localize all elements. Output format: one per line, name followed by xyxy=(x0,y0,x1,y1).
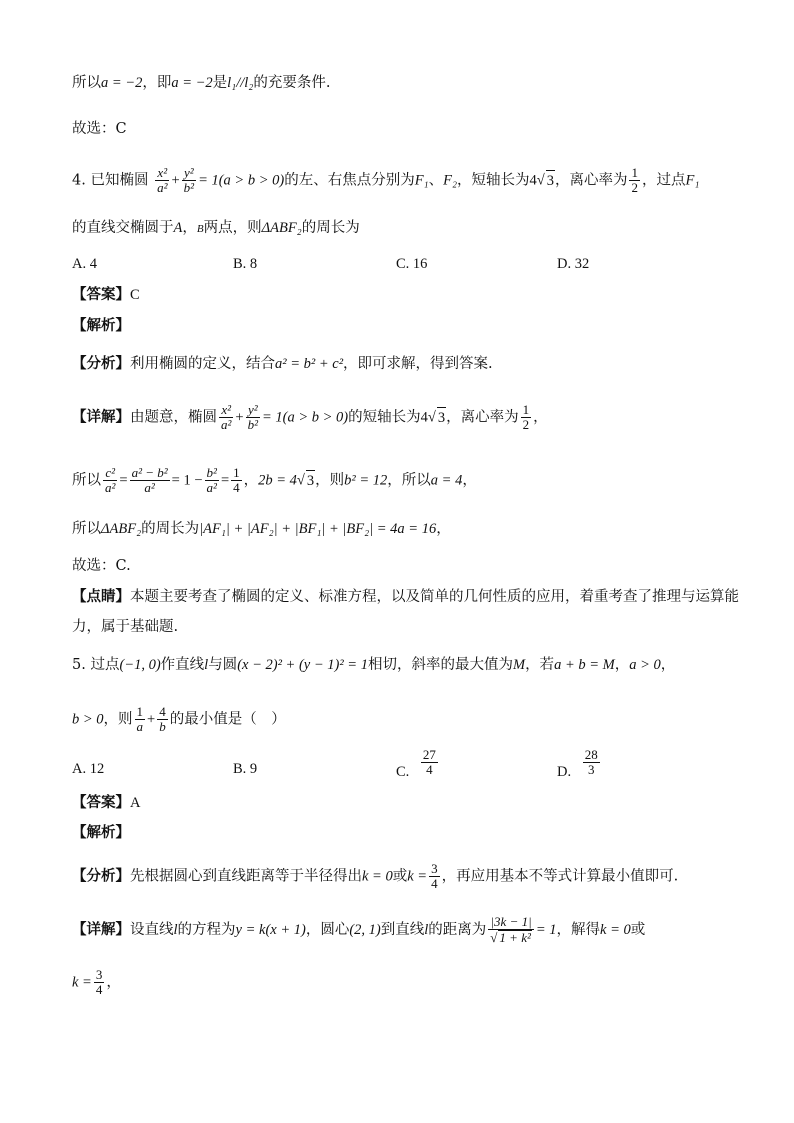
q5-analysis: 【分析】先根据圆心到直线距离等于半径得出k = 0或k = $\frac{3}{4}$ ，再应用基本不等式计算最小值即可. xyxy=(72,861,679,891)
text: 的充要条件. xyxy=(253,75,331,91)
text: 所以 xyxy=(72,75,101,91)
math: l₁//l₂ xyxy=(227,75,254,91)
q4-option-b: B. 8 xyxy=(233,256,258,272)
text: 是 xyxy=(212,75,228,91)
q4-detail-line3: 所以ΔABF₂的周长为|AF₁| + |AF₂| + |BF₁| + |BF₂| = 4a = 16， xyxy=(72,521,451,537)
q5-option-d: D. $\frac{28}{3}$ xyxy=(557,747,598,780)
q4-comment-line2: 力，属于基础题. xyxy=(72,619,179,635)
fraction: $\frac{\text{x²}}{\text{a²}}$ xyxy=(157,165,168,195)
sqrt: 3 xyxy=(546,170,555,191)
text: ，即 xyxy=(142,75,172,91)
q4-option-c: C. 16 xyxy=(396,256,428,272)
text: 的左、右焦点分别为 xyxy=(284,172,415,189)
q4-option-d: D. 32 xyxy=(557,256,590,272)
q4-stem-line1: 4. 已知椭圆 $\frac{\text{x²}}{\text{a²}}$ + $\frac{\text{y²}}{\text{b²}}$ = 1(a > b > 0)的左、右焦点分别为F₁、F₂，短轴长为4√ 3，离心率为 $\frac{1}{2}$ ，过点F₁ xyxy=(72,165,700,195)
q5-stem-line1: 5. 过点(−1, 0)作直线l与圆(x − 2)² + (y − 1)² = 1相切，斜率的最大值为M，若a + b = M，a > 0， xyxy=(72,657,676,673)
text: ，过点 xyxy=(641,172,686,189)
q4-detail-line1: 【详解】由题意，椭圆 $\frac{\text{x²}}{\text{a²}}$ + $\frac{\text{y²}}{\text{b²}}$ = 1(a > b > 0)的短轴长为4√ 3，离心率为 $\frac{1}{2}$ ， xyxy=(72,402,548,432)
q4-analysis: 【分析】利用椭圆的定义，结合a² = b² + c²，即可求解，得到答案. xyxy=(72,355,493,372)
math: F₁ xyxy=(414,172,429,189)
q4-option-a: A. 4 xyxy=(72,256,97,272)
math: a = −2 xyxy=(171,75,213,91)
q4-stem-line2: 的直线交椭圆于A，B两点，则ΔABF₂的周长为 xyxy=(72,220,360,236)
fraction: $\frac{\text{y²}}{\text{b²}}$ xyxy=(183,165,195,195)
q4-choose: 故选：C. xyxy=(72,558,131,574)
fraction: $\frac{1}{2}$ xyxy=(631,165,638,195)
q5-detail-line1: 【详解】设直线l的方程为y = k(x + 1)，圆心(2, 1)到直线l的距离为 $\frac{|3k - 1|}{\text{√ 1 + k²}}$ = 1，解得k = 0或 xyxy=(72,914,646,945)
q4-comment-line1: 【点睛】本题主要考查了椭圆的定义、标准方程，以及简单的几何性质的应用，着重考查了推理与运算能 xyxy=(72,588,739,605)
q4-answer: 【答案】C xyxy=(72,286,140,303)
q5-option-b: B. 9 xyxy=(233,761,258,777)
q5-analysis-heading: 【解析】 xyxy=(72,824,130,841)
line-choose: 故选：C xyxy=(72,121,127,137)
text: ，离心率为 xyxy=(554,172,628,189)
math: a = −2 xyxy=(101,75,143,91)
line-conclusion xyxy=(72,73,330,93)
q5-option-c: C. $\frac{27}{4}$ xyxy=(396,747,436,780)
q5-stem-line2: b > 0，则 $\frac{1}{a}$ + $\frac{4}{b}$ 的最小值是（ ） xyxy=(72,704,286,734)
text: ，短轴长为 xyxy=(457,172,530,189)
q4-detail-line2: 所以 $\frac{\text{c²}}{\text{a²}}$ = $\frac{\text{a² − b²}}{\text{a²}}$ = 1 − $\frac{\text{b²}}{\text{a²}}$ = $\frac{1}{4}$ ，2b = 4√ 3，则b² = 12，所以a = 4， xyxy=(72,465,477,495)
q5-answer: 【答案】A xyxy=(72,794,141,811)
q4-analysis-heading: 【解析】 xyxy=(72,317,130,334)
math: F₁ xyxy=(685,172,700,189)
q5-option-a: A. 12 xyxy=(72,761,105,777)
math: F₂ xyxy=(443,172,458,189)
q5-detail-line2: k = $\frac{3}{4}$ ， xyxy=(72,967,121,997)
question-number: 4. 已知椭圆 xyxy=(72,172,149,189)
math: = 1(a > b > 0) xyxy=(198,172,285,189)
